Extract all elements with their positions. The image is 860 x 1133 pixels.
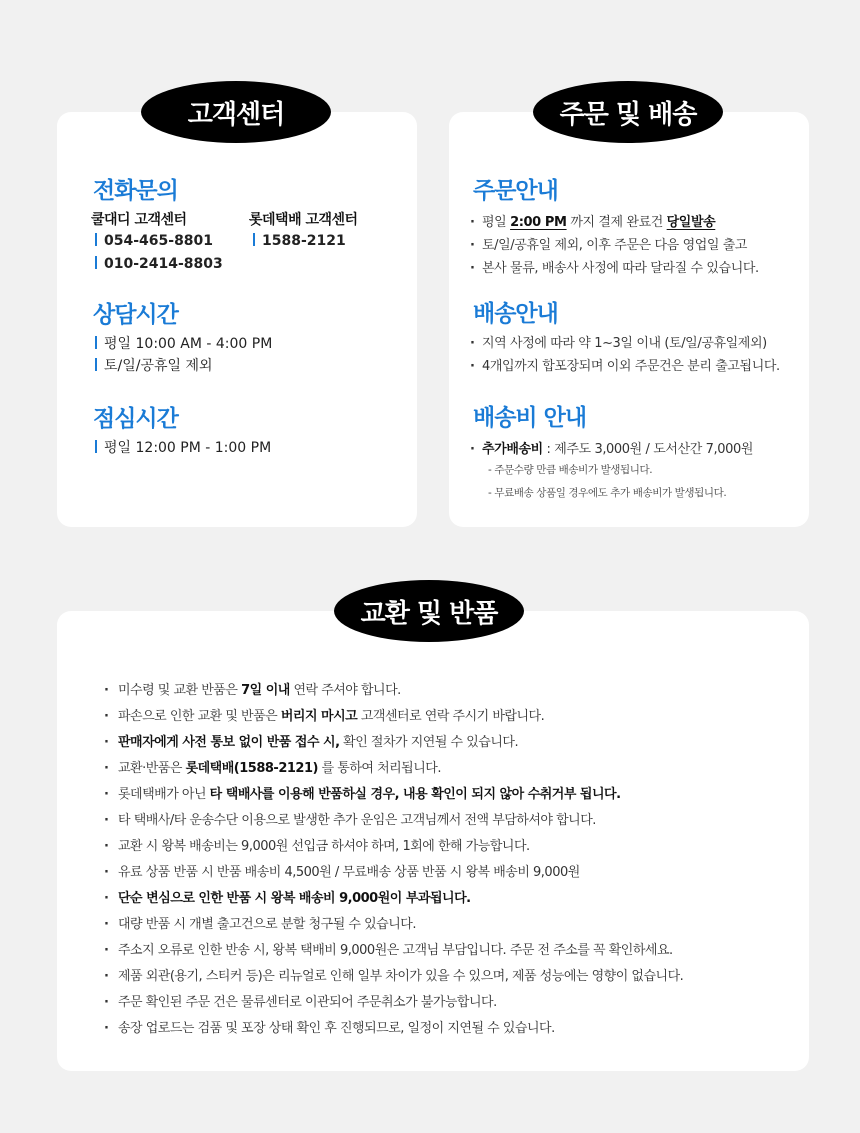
phone-number: 054-465-8801 (104, 233, 214, 249)
customer-center-pill: 고객센터 (141, 81, 331, 143)
hours-text: 평일 10:00 AM - 4:00 PM (104, 336, 273, 352)
text: 지역 사정에 따라 약 1~3일 이내 (토/일/공휴일제외) (482, 336, 767, 351)
bullet-icon: · (470, 261, 475, 276)
shipping-fee-item (470, 438, 753, 457)
bullet-icon: · (104, 917, 109, 932)
order-info-title: 주문안내 (473, 178, 558, 204)
extra-fee-label: 추가배송비 (482, 442, 543, 457)
lunch-hours (95, 437, 271, 457)
shipping-fee-title: 배송비 안내 (473, 405, 587, 431)
hours-text: 평일 12:00 PM - 1:00 PM (104, 440, 272, 456)
text: 연락 주셔야 합니다. (289, 683, 401, 698)
order-item-2 (470, 234, 747, 253)
bullet-icon: · (104, 787, 109, 802)
text: 고객센터로 연락 주시기 바랍니다. (357, 709, 545, 724)
delivery-info-title: 배송안내 (473, 301, 558, 327)
center2-phone (253, 233, 346, 249)
bullet-icon: · (104, 995, 109, 1010)
return-item-4 (104, 757, 441, 776)
phone-inquiry-title: 전화문의 (93, 178, 178, 204)
bullet-icon: · (104, 735, 109, 750)
hours-text: 토/일/공휴일 제외 (104, 358, 213, 374)
text: 본사 물류, 배송사 사정에 따라 달라질 수 있습니다. (482, 261, 759, 276)
return-item-12 (104, 965, 683, 984)
highlight: 롯데택배(1588-2121) (185, 761, 318, 776)
returns-pill: 교환 및 반품 (334, 580, 524, 642)
order-item-1 (470, 211, 715, 230)
text: 유료 상품 반품 시 반품 배송비 4,500원 / 무료배송 상품 반품 시 왕복 배송비 9,000원 (118, 865, 580, 880)
text: 4개입까지 합포장되며 이외 주문건은 분리 출고됩니다. (482, 359, 780, 374)
bullet-icon: · (104, 891, 109, 906)
bullet-icon: · (104, 709, 109, 724)
highlight: 타 택배사를 이용해 반품하실 경우, 내용 확인이 되지 않아 수취거부 됩니다. (209, 787, 621, 802)
text: 교환 시 왕복 배송비는 9,000원 선입금 하셔야 하며, 1회에 한해 가능합니다. (118, 839, 530, 854)
blue-bar-icon (95, 336, 97, 349)
text: 교환·반품은 (118, 761, 186, 776)
consult-hours-weekday (95, 333, 272, 353)
shipping-pill: 주문 및 배송 (533, 81, 723, 143)
shipping-fee-note-1: - 주문수량 만큼 배송비가 발생됩니다. (488, 464, 653, 476)
delivery-item-2 (470, 355, 780, 374)
bullet-icon: · (470, 238, 475, 253)
return-item-5 (104, 783, 621, 802)
order-item-3 (470, 257, 759, 276)
bullet-icon: · (470, 442, 475, 457)
blue-bar-icon (95, 440, 97, 453)
text: 토/일/공휴일 제외, 이후 주문은 다음 영업일 출고 (482, 238, 748, 253)
text: : 제주도 3,000원 / 도서산간 7,000원 (542, 442, 754, 457)
return-item-2 (104, 705, 544, 724)
text: 제품 외관(용기, 스티커 등)은 리뉴얼로 인해 일부 차이가 있을 수 있으며, 제품 성능에는 영향이 없습니다. (118, 969, 684, 984)
delivery-item-1 (470, 332, 767, 351)
bullet-icon: · (470, 359, 475, 374)
text: 주문 확인된 주문 건은 물류센터로 이관되어 주문취소가 불가능합니다. (118, 995, 497, 1010)
bullet-icon: · (104, 1021, 109, 1036)
shipping-fee-note-2: - 무료배송 상품일 경우에도 추가 배송비가 발생됩니다. (488, 487, 727, 499)
text: 평일 (482, 215, 511, 230)
text: 파손으로 인한 교환 및 반품은 (118, 709, 281, 724)
center1-phone1 (95, 233, 213, 249)
center2-name: 롯데택배 고객센터 (249, 212, 358, 228)
bullet-icon: · (104, 813, 109, 828)
text: 미수령 및 교환 반품은 (118, 683, 242, 698)
bullet-icon: · (470, 336, 475, 351)
return-item-7 (104, 835, 530, 854)
consult-hours-closed (95, 355, 213, 375)
order-cutoff-time: 2:00 PM (510, 215, 567, 230)
text: 송장 업로드는 검품 및 포장 상태 확인 후 진행되므로, 일정이 지연될 수 있습니다. (118, 1021, 555, 1036)
blue-bar-icon (253, 233, 255, 246)
text: 를 통하여 처리됩니다. (317, 761, 441, 776)
bullet-icon: · (104, 761, 109, 776)
phone-number: 1588-2121 (262, 233, 346, 249)
highlight: 7일 이내 (241, 683, 290, 698)
bullet-icon: · (470, 215, 475, 230)
highlight: 판매자에게 사전 통보 없이 반품 접수 시, (118, 735, 340, 750)
text: 타 택배사/타 운송수단 이용으로 발생한 추가 운임은 고객님께서 전액 부담하셔야 합니다. (118, 813, 596, 828)
phone-number: 010-2414-8803 (104, 256, 223, 272)
lunch-hours-title: 점심시간 (93, 406, 178, 432)
blue-bar-icon (95, 256, 97, 269)
same-day-dispatch: 당일발송 (666, 215, 716, 230)
bullet-icon: · (104, 943, 109, 958)
bullet-icon: · (104, 865, 109, 880)
bullet-icon: · (104, 683, 109, 698)
bullet-icon: · (104, 969, 109, 984)
text: 확인 절차가 지연될 수 있습니다. (339, 735, 519, 750)
return-item-1 (104, 679, 401, 698)
highlight: 버리지 마시고 (280, 709, 358, 724)
bullet-icon: · (104, 839, 109, 854)
center1-name: 쿨대디 고객센터 (91, 212, 187, 228)
text: 대량 반품 시 개별 출고건으로 분할 청구될 수 있습니다. (118, 917, 416, 932)
text: 롯데택배가 아닌 (118, 787, 210, 802)
return-item-3 (104, 731, 518, 750)
return-item-10 (104, 913, 416, 932)
return-item-9 (104, 887, 471, 906)
blue-bar-icon (95, 358, 97, 371)
return-item-6 (104, 809, 596, 828)
return-item-14 (104, 1017, 555, 1036)
text: 주소지 오류로 인한 반송 시, 왕복 택배비 9,000원은 고객님 부담입니다. 주문 전 주소를 꼭 확인하세요. (118, 943, 673, 958)
text: 까지 결제 완료건 (566, 215, 667, 230)
consult-hours-title: 상담시간 (93, 302, 178, 328)
highlight: 단순 변심으로 인한 반품 시 왕복 배송비 9,000원이 부과됩니다. (118, 891, 471, 906)
blue-bar-icon (95, 233, 97, 246)
return-item-13 (104, 991, 497, 1010)
center1-phone2 (95, 256, 223, 272)
return-item-11 (104, 939, 673, 958)
return-item-8 (104, 861, 580, 880)
